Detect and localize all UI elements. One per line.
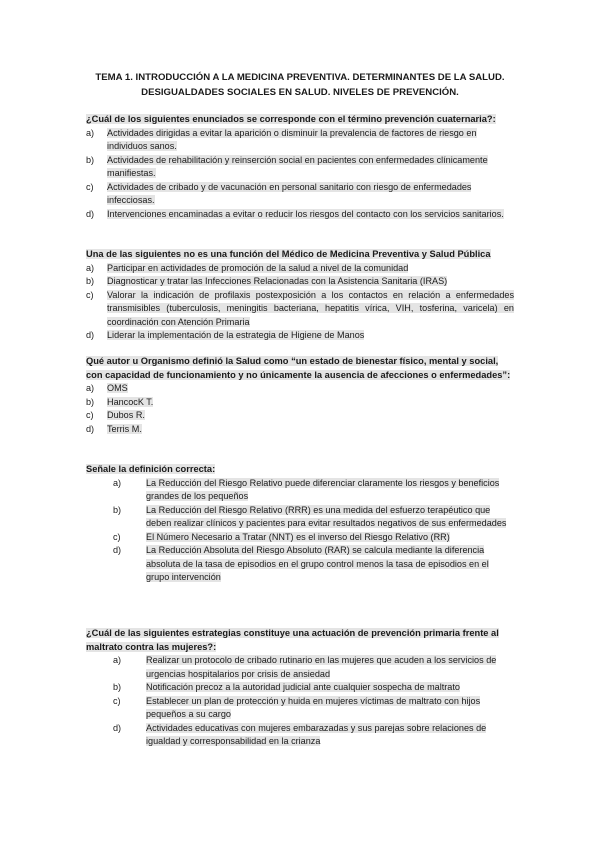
title-line-1: TEMA 1. INTRODUCCIÓN A LA MEDICINA PREVENTIVA. DETERMINANTES DE LA SALUD. — [95, 72, 505, 83]
option-a: a) OMS — [86, 383, 128, 393]
document-title — [86, 70, 514, 100]
option-d: d) Actividades educativas con mujeres embarazadas y sus parejas sobre relaciones de igualdad y corresponsabilidad en la crianza — [113, 722, 487, 746]
option-d: d) Liderar la implementación de la estrategia de Higiene de Manos — [86, 330, 365, 340]
option-a: a) Participar en actividades de promoción de la salud a nivel de la comunidad — [86, 262, 409, 273]
question-3 — [86, 355, 514, 436]
option-d: d) La Reducción Absoluta del Riesgo Absoluto (RAR) se calcula mediante la diferencia absoluta de la tasa de episodios en el grupo control menos la tasa de episodios en el grupo intervención — [113, 545, 489, 582]
question-text: Una de las siguientes no es una función del Médico de Medicina Preventiva y Salud Pública — [86, 249, 491, 259]
question-text: ¿Cuál de las siguientes estrategias constituye una actuación de prevención primaria frente al maltrato contra las mujeres?: — [86, 628, 499, 652]
option-b: b) HancocK T. — [86, 396, 154, 407]
option-a: a) Actividades dirigidas a evitar la aparición o disminuir la prevalencia de factores de riesgo en individuos sanos. — [86, 127, 477, 151]
option-d: d) Terris M. — [86, 423, 142, 434]
option-b: b) Actividades de rehabilitación y reinserción social en pacientes con enfermedades clínicamente manifiestas. — [86, 154, 488, 178]
option-b: b) Notificación precoz a la autoridad judicial ante cualquier sospecha de maltrato — [113, 682, 460, 692]
question-text: ¿Cuál de los siguientes enunciados se corresponde con el término prevención cuaternaria?: — [86, 114, 496, 124]
question-2 — [86, 248, 514, 343]
option-c: c) El Número Necesario a Tratar (NNT) es el inverso del Riesgo Relativo (RR) — [113, 531, 450, 542]
question-4 — [86, 463, 514, 585]
option-b: b) Diagnosticar y tratar las Infecciones Relacionadas con la Asistencia Sanitaria (IRAS) — [86, 276, 448, 286]
question-1 — [86, 113, 514, 221]
option-b: b) La Reducción del Riesgo Relativo (RRR) es una medida del esfuerzo terapéutico que deben realizar clínicos y pacientes para evitar resultados negativos de sus enfermedades — [113, 504, 507, 528]
option-c: c) Establecer un plan de protección y huida en mujeres víctimas de maltrato con hijos pequeños a su cargo — [113, 695, 481, 719]
option-c: c) Actividades de cribado y de vacunación en personal sanitario con riesgo de enfermedades infecciosas. — [86, 181, 472, 205]
option-d: d) Intervenciones encaminadas a evitar o reducir los riesgos del contacto con los servicios sanitarios. — [86, 208, 504, 219]
option-c: c) Valorar la indicación de profilaxis postexposición a los contactos en relación a enfermedades transmisibles (tuberculosis, meningitis bacteriana, hepatitis vírica, VIH, tosferina, varicela) en coordinación con Atención Primaria — [86, 289, 514, 327]
question-text: Señale la definición correcta: — [86, 464, 216, 474]
option-c: c) Dubos R. — [86, 410, 145, 420]
question-5 — [86, 627, 514, 749]
question-text: Qué autor u Organismo definió la Salud como “un estado de bienestar físico, mental y social, con capacidad de funcionamiento y no únicamente la ausencia de afecciones o enfermedades”: — [86, 356, 511, 380]
option-a: a) Realizar un protocolo de cribado rutinario en las mujeres que acuden a los servicios de urgencias hospitalarios por crisis de ansiedad — [113, 655, 497, 679]
title-line-2: DESIGUALDADES SOCIALES EN SALUD. NIVELES DE PREVENCIÓN. — [141, 87, 459, 98]
option-a: a) La Reducción del Riesgo Relativo puede diferenciar claramente los riesgos y beneficios grandes de los pequeños — [113, 477, 500, 501]
